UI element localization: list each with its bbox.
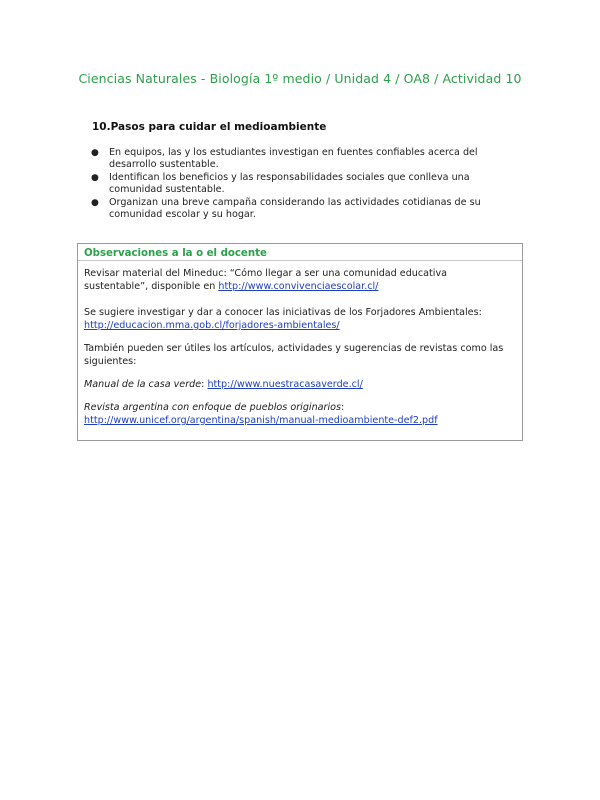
casa-verde-link[interactable]: http://www.nuestracasaverde.cl/ [207, 379, 363, 390]
activity-title: 10.Pasos para cuidar el medioambiente [92, 121, 327, 133]
casa-verde-paragraph [84, 378, 514, 391]
list-item [90, 197, 510, 222]
list-item-text: Identifican los beneficios y las responsabilidades sociales que conlleva una comunidad sustentable. [109, 171, 470, 196]
list-item [90, 172, 510, 197]
unicef-paragraph [84, 401, 514, 427]
revistas-paragraph: También pueden ser útiles los artículos, actividades y sugerencias de revistas como las siguientes: [84, 343, 504, 367]
convivencia-escolar-link[interactable]: http://www.convivenciaescolar.cl/ [218, 281, 379, 292]
forjadores-ambientales-link[interactable]: http://educacion.mma.gob.cl/forjadores-ambientales/ [84, 320, 340, 331]
list-item-text: Organizan una breve campaña considerando las actividades cotidianas de su comunidad escolar y su hogar. [109, 196, 481, 221]
observations-divider [78, 260, 522, 261]
page-header-breadcrumb: Ciencias Naturales - Biología 1º medio / Unidad 4 / OA8 / Actividad 10 [78, 71, 522, 86]
bullet-icon: ● [91, 197, 99, 208]
forjadores-text: Se sugiere investigar y dar a conocer las iniciativas de los Forjadores Ambientales: [84, 307, 482, 318]
mineduc-text: Revisar material del Mineduc: “Cómo llegar a ser una comunidad educativa sustentable”, disponible en [84, 268, 448, 292]
observations-title: Observaciones a la o el docente [84, 248, 267, 259]
list-item-text: En equipos, las y los estudiantes investigan en fuentes confiables acerca del desarrollo sustentable. [109, 147, 478, 171]
activity-bullet-list [90, 147, 510, 221]
unicef-label: Revista argentina con enfoque de pueblos originarios [84, 402, 342, 413]
bullet-icon: ● [91, 172, 99, 183]
bullet-icon: ● [91, 148, 99, 158]
teacher-observations-box [77, 243, 523, 441]
unicef-manual-link[interactable]: http://www.unicef.org/argentina/spanish/manual-medioambiente-def2.pdf [84, 415, 438, 426]
unicef-separator: : [341, 402, 345, 413]
list-item [90, 147, 510, 172]
casa-verde-separator: : [201, 379, 208, 390]
forjadores-paragraph [84, 306, 514, 332]
casa-verde-label: Manual de la casa verde [84, 379, 202, 390]
mineduc-paragraph [84, 267, 514, 293]
